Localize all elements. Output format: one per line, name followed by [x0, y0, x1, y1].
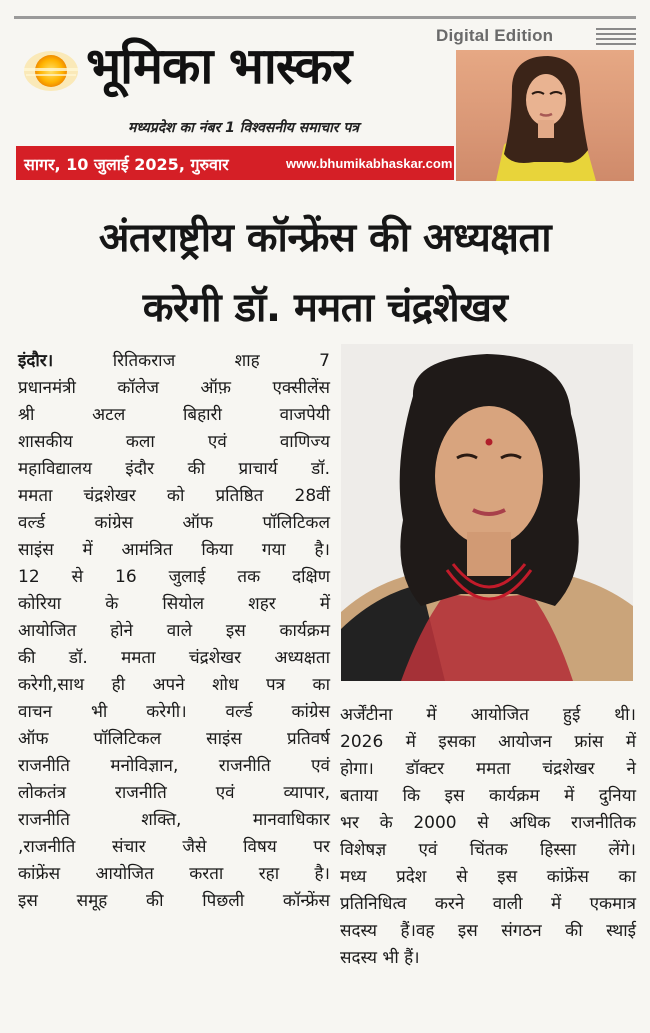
body-line: लोकतंत्र राजनीति एवं व्यापार,: [18, 783, 330, 803]
body-line: ममता चंद्रशेखर को प्रतिष्ठित 28वीं: [18, 486, 330, 506]
edition-stripe: [596, 33, 636, 35]
website-link[interactable]: www.bhumikabhaskar.com: [286, 156, 453, 171]
headline-line: करेगी डॉ. ममता चंद्रशेखर: [142, 285, 508, 331]
body-line: करेगी,साथ ही अपने शोध पत्र का: [18, 675, 330, 695]
body-line: भर के 2000 से अधिक राजनीतिक: [340, 813, 636, 833]
body-line: कांफ्रेंस आयोजित करता रहा है।: [18, 864, 330, 884]
edition-stripe: [596, 38, 636, 40]
top-rule: [14, 16, 636, 19]
tagline: मध्यप्रदेश का नंबर 1 विश्वसनीय समाचार पत्र: [128, 120, 360, 136]
body-line: प्रतिनिधित्व करने वाली में एकमात्र: [340, 894, 636, 914]
body-line: होगा। डॉक्टर ममता चंद्रशेखर ने: [340, 759, 636, 779]
body-line: शासकीय कला एवं वाणिज्य: [18, 432, 330, 452]
body-line: कोरिया के सियोल शहर में: [18, 594, 330, 614]
date-line: सागर, 10 जुलाई 2025, गुरुवार: [24, 155, 229, 174]
body-line: अर्जेंटीना में आयोजित हुई थी।: [340, 705, 636, 725]
sun-logo-icon: [22, 48, 80, 94]
body-line: राजनीति शक्ति, मानवाधिकार: [18, 810, 330, 830]
edition-stripe: [596, 28, 636, 30]
body-line: 12 से 16 जुलाई तक दक्षिण: [18, 567, 330, 587]
body-line: राजनीति मनोविज्ञान, राजनीति एवं: [18, 756, 330, 776]
body-line: आयोजित होने वाले इस कार्यक्रम: [18, 621, 330, 641]
body-line: मध्य प्रदेश से इस कांफ्रेंस का: [340, 867, 636, 887]
article-photo: [341, 344, 633, 681]
edition-label: Digital Edition: [436, 26, 554, 45]
article-body-right: [340, 702, 636, 972]
body-line: इस समूह की पिछली कॉन्फ्रेंस: [18, 891, 330, 911]
body-line: सदस्य हैं।वह इस संगठन की स्थाई: [340, 921, 636, 941]
edition-stripe: [596, 43, 636, 45]
body-line: की डॉ. ममता चंद्रशेखर अध्यक्षता: [18, 648, 330, 668]
advertisement-photo: [456, 50, 634, 181]
body-line: श्री अटल बिहारी वाजपेयी: [18, 405, 330, 425]
body-line: ,राजनीति संचार जैसे विषय पर: [18, 837, 330, 857]
body-line: विशेषज्ञ एवं चिंतक हिस्सा लेंगे।: [340, 840, 636, 860]
masthead-title: भूमिका भास्कर: [86, 37, 352, 95]
body-line: साइंस में आमंत्रित किया गया है।: [18, 540, 330, 560]
body-line: प्रधानमंत्री कॉलेज ऑफ़ एक्सीलेंस: [18, 378, 330, 398]
headline-line: अंतराष्ट्रीय कॉन्फ्रेंस की अध्यक्षता: [98, 215, 552, 261]
body-line: ऑफ पॉलिटिकल साइंस प्रतिवर्ष: [18, 729, 330, 749]
body-line: 2026 में इसका आयोजन फ्रांस में: [340, 732, 636, 752]
body-line: वर्ल्ड कांग्रेस ऑफ पॉलिटिकल: [18, 513, 330, 533]
body-line: इंदौर। रितिकराज शाह 7: [18, 351, 330, 371]
body-line: बताया कि इस कार्यक्रम में दुनिया: [340, 786, 636, 806]
article-body-left: [18, 348, 330, 915]
body-line: सदस्य भी हैं।: [340, 948, 420, 968]
body-line: महाविद्यालय इंदौर की प्राचार्य डॉ.: [18, 459, 330, 479]
dateline: इंदौर।: [18, 351, 54, 371]
body-line: वाचन भी करेगी। वर्ल्ड कांग्रेस: [18, 702, 330, 722]
